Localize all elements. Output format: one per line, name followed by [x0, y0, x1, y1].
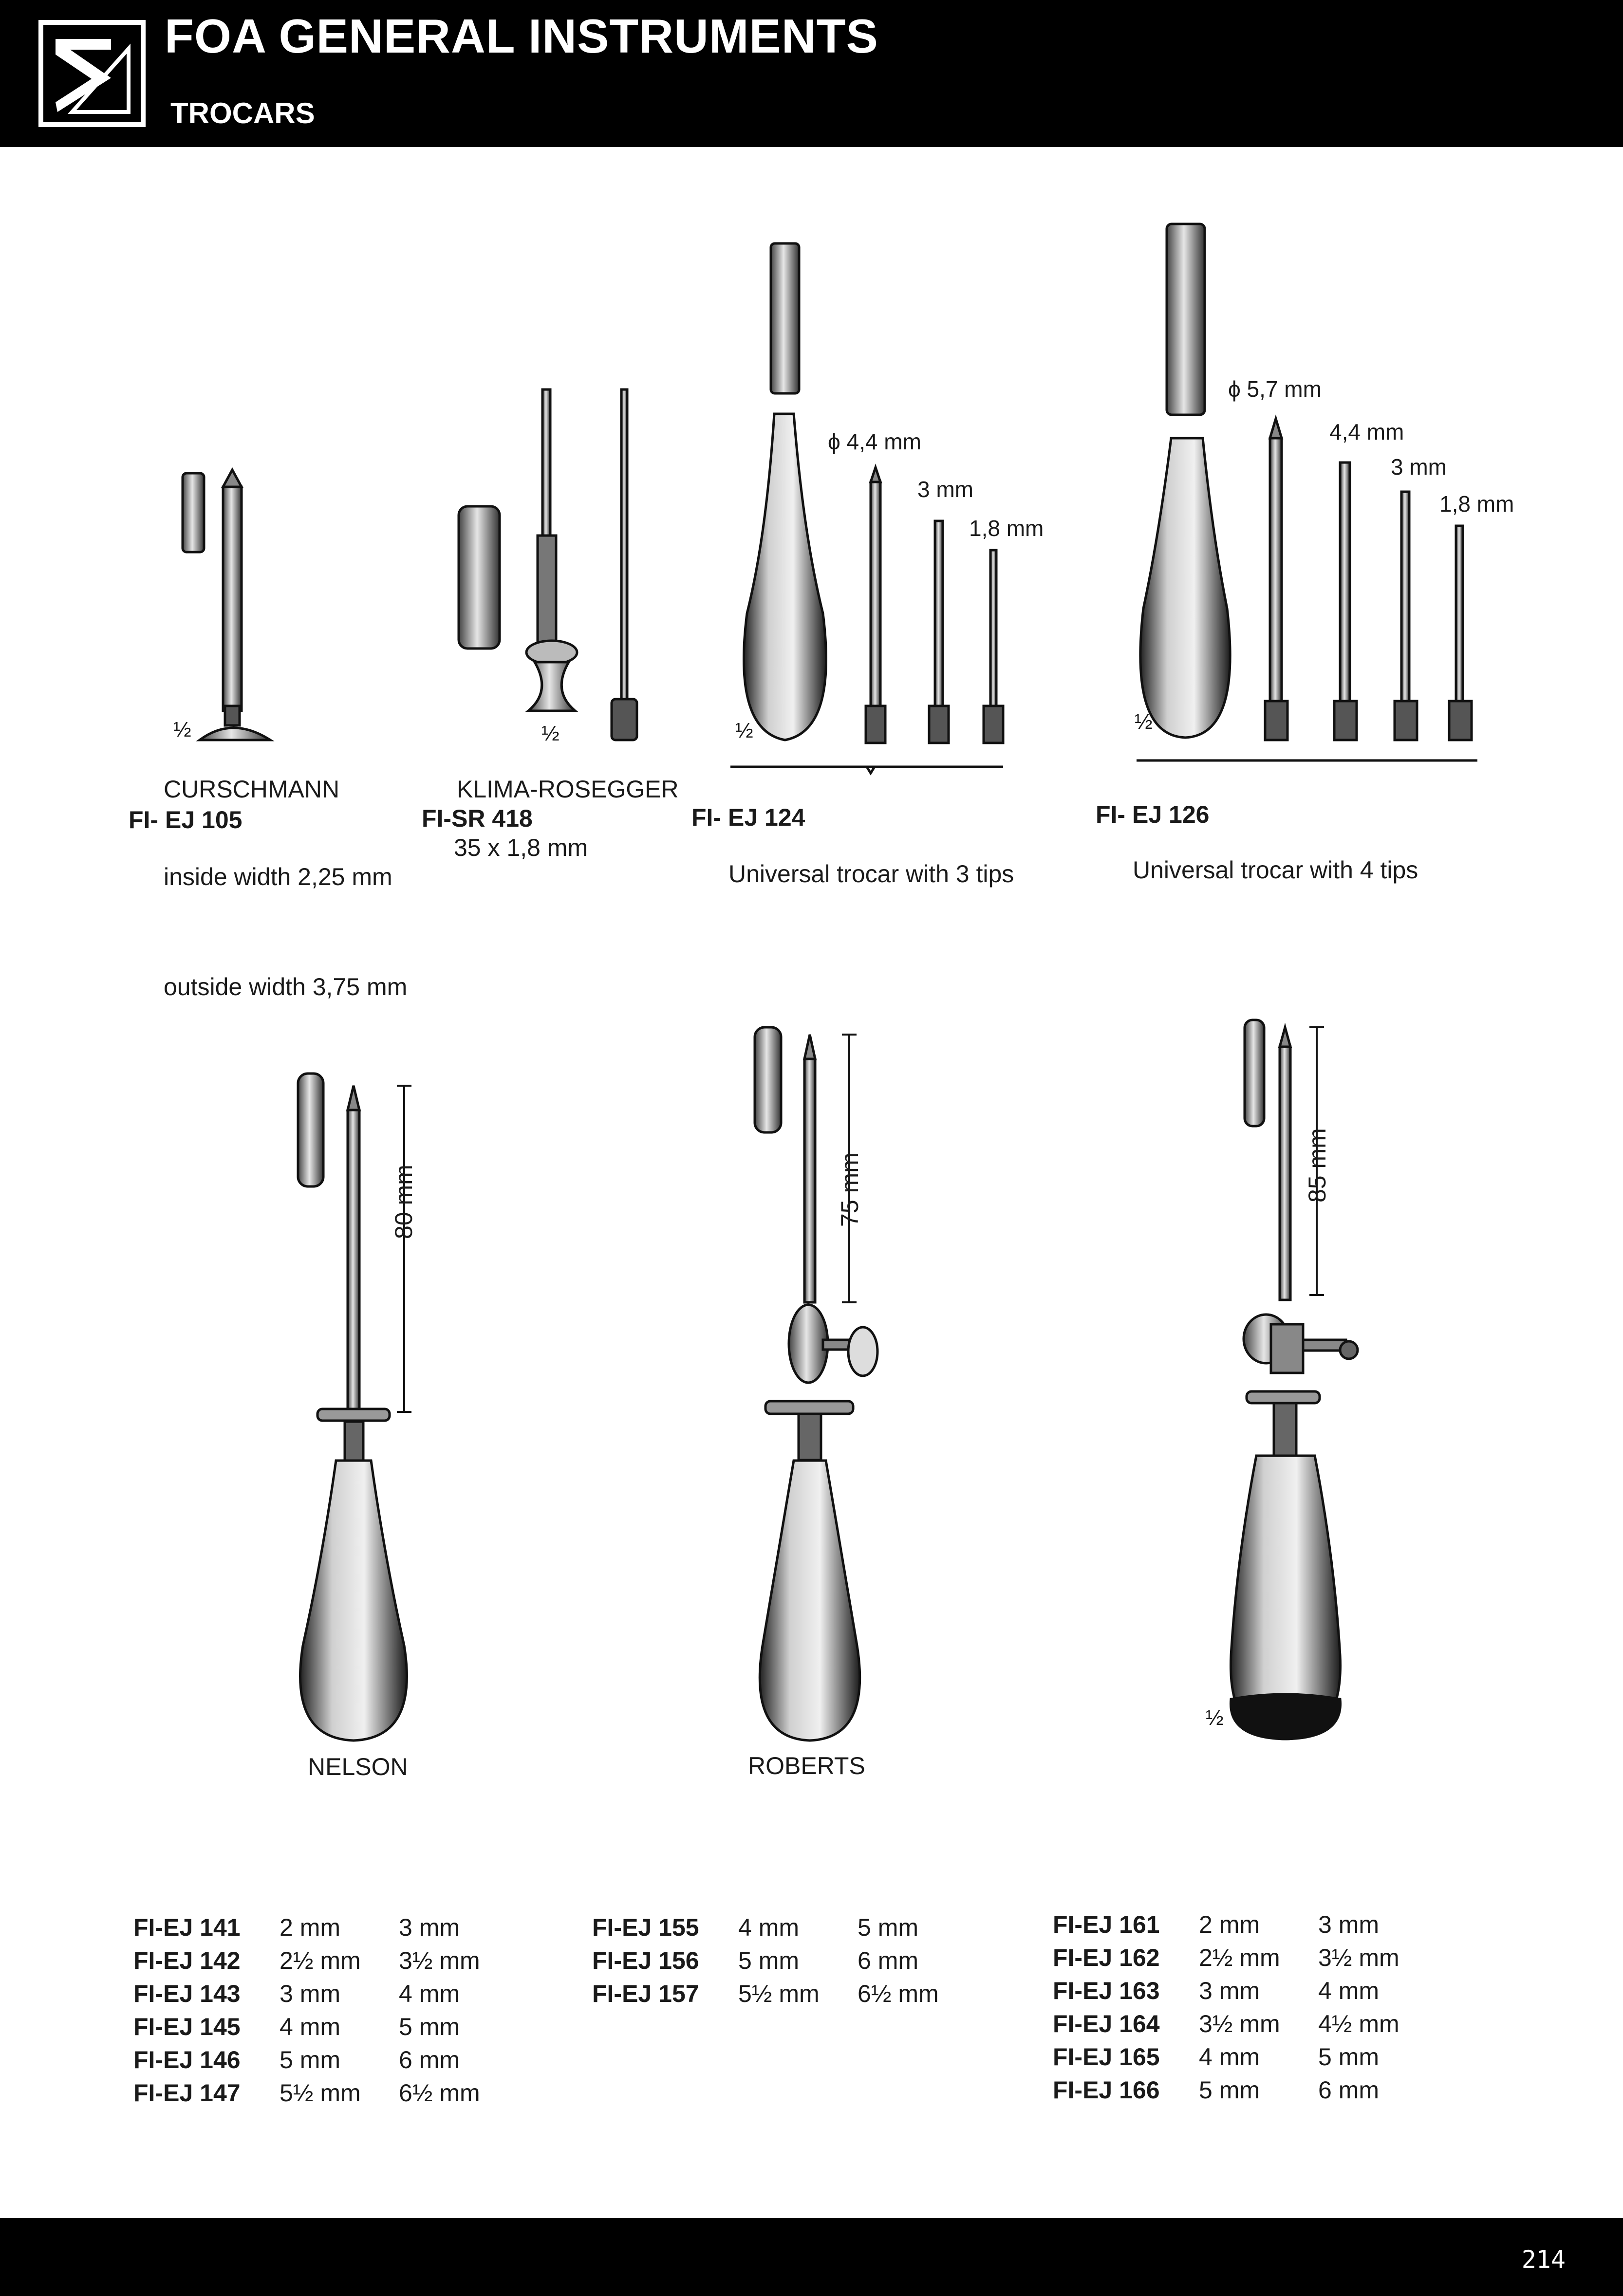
size-cell: 5 mm	[399, 2013, 460, 2040]
ej126-diameter-4: 1,8 mm	[1439, 491, 1514, 517]
table-row	[1053, 1910, 1399, 1944]
size-cell: 6 mm	[858, 1947, 918, 1974]
curschmann-outside-width: outside width 3,75 mm	[164, 973, 408, 1000]
ej124-description: Universal trocar with 3 tips	[728, 860, 1014, 888]
size-cell: 5 mm	[738, 1947, 799, 1974]
size-cell: 4 mm	[280, 2013, 340, 2040]
nelson-size-table	[133, 1913, 480, 2112]
page-title: FOA GENERAL INSTRUMENTS	[165, 9, 878, 63]
table-row	[133, 1980, 480, 2013]
ej126-diameter-3: 3 mm	[1391, 454, 1447, 480]
table-row	[133, 1913, 480, 1946]
product-code-cell: FI-EJ 146	[133, 2046, 241, 2074]
klima-rosegger-code: FI-SR 418	[422, 805, 533, 832]
table-row	[1053, 2076, 1399, 2109]
universal-trocar-3-tips-drawing	[730, 243, 1003, 773]
ej124-code: FI- EJ 124	[691, 804, 805, 831]
product-code-cell: FI-EJ 145	[133, 2013, 241, 2040]
size-cell: 2 mm	[280, 1914, 340, 1941]
product-code-cell: FI-EJ 162	[1053, 1944, 1160, 1971]
table-row	[592, 1913, 939, 1946]
size-cell: 5 mm	[1199, 2076, 1260, 2104]
curschmann-inside-width: inside width 2,25 mm	[164, 863, 392, 890]
size-cell: 4 mm	[738, 1914, 799, 1941]
ej124-diameter-1: ϕ 4,4 mm	[828, 429, 921, 454]
product-code-cell: FI-EJ 142	[133, 1947, 241, 1974]
size-cell: 2 mm	[1199, 1911, 1260, 1938]
ej124-scale: ½	[735, 719, 753, 742]
table-row	[1053, 2043, 1399, 2076]
ej126-description: Universal trocar with 4 tips	[1133, 856, 1418, 884]
product-code-cell: FI-EJ 156	[592, 1947, 699, 1974]
roberts-size-table	[592, 1913, 939, 2013]
third-size-table	[1053, 1910, 1399, 2109]
trocar-with-stopcock-drawing	[1231, 1020, 1358, 1739]
size-cell: 6 mm	[399, 2046, 460, 2074]
size-cell: 5½ mm	[738, 1980, 820, 2007]
product-code-cell: FI-EJ 157	[592, 1980, 699, 2007]
third-length: 85 mm	[1304, 1128, 1331, 1203]
table-row	[1053, 1977, 1399, 2010]
product-code-cell: FI-EJ 161	[1053, 1911, 1160, 1938]
table-row	[1053, 1944, 1399, 1977]
size-cell: 5½ mm	[280, 2079, 361, 2107]
table-row	[133, 2013, 480, 2046]
product-code-cell: FI-EJ 141	[133, 1914, 241, 1941]
size-cell: 2½ mm	[1199, 1944, 1280, 1971]
product-code-cell: FI-EJ 166	[1053, 2076, 1160, 2104]
size-cell: 3 mm	[1199, 1977, 1260, 2004]
product-code-cell: FI-EJ 163	[1053, 1977, 1160, 2004]
size-cell: 6½ mm	[858, 1980, 939, 2007]
table-row	[133, 1946, 480, 1980]
size-cell: 3 mm	[280, 1980, 340, 2007]
product-code-cell: FI-EJ 147	[133, 2079, 241, 2107]
ej126-diameter-1: ϕ 5,7 mm	[1228, 376, 1322, 402]
size-cell: 5 mm	[1318, 2043, 1379, 2071]
size-cell: 4 mm	[399, 1980, 460, 2007]
size-cell: 6 mm	[1318, 2076, 1379, 2104]
size-cell: 4 mm	[1199, 2043, 1260, 2071]
size-cell: 4 mm	[1318, 1977, 1379, 2004]
size-cell: 3 mm	[1318, 1911, 1379, 1938]
size-cell: 6½ mm	[399, 2079, 480, 2107]
universal-trocar-4-tips-drawing	[1137, 224, 1477, 760]
curschmann-code: FI- EJ 105	[129, 806, 243, 833]
table-row	[592, 1980, 939, 2013]
table-row	[1053, 2010, 1399, 2043]
table-row	[133, 2079, 480, 2112]
klima-rosegger-name: KLIMA-ROSEGGER	[457, 776, 679, 803]
klima-rosegger-size: 35 x 1,8 mm	[454, 834, 588, 861]
size-cell: 5 mm	[280, 2046, 340, 2074]
curschmann-name: CURSCHMANN	[164, 776, 340, 803]
size-cell: 5 mm	[858, 1914, 918, 1941]
nelson-length: 80 mm	[390, 1165, 417, 1239]
product-code-cell: FI-EJ 155	[592, 1914, 699, 1941]
table-row	[133, 2046, 480, 2079]
klima-rosegger-scale: ½	[541, 722, 560, 745]
roberts-trocar-drawing	[755, 1027, 877, 1741]
ej126-diameter-2: 4,4 mm	[1329, 419, 1404, 444]
size-cell: 3½ mm	[399, 1947, 480, 1974]
size-cell: 3½ mm	[1199, 2010, 1280, 2037]
table-row	[592, 1946, 939, 1980]
third-scale: ½	[1206, 1706, 1224, 1730]
section-subtitle: TROCARS	[170, 97, 315, 130]
roberts-name: ROBERTS	[748, 1752, 865, 1779]
size-cell: 3½ mm	[1318, 1944, 1399, 1971]
product-code-cell: FI-EJ 164	[1053, 2010, 1160, 2037]
size-cell: 3 mm	[399, 1914, 460, 1941]
ej124-diameter-2: 3 mm	[917, 477, 973, 502]
nelson-name: NELSON	[308, 1753, 408, 1780]
curschmann-scale: ½	[173, 718, 191, 741]
ej126-scale: ½	[1135, 710, 1153, 734]
roberts-length: 75 mm	[836, 1152, 863, 1227]
size-cell: 4½ mm	[1318, 2010, 1399, 2037]
curschmann-trocar-drawing	[183, 470, 270, 740]
page-number: 214	[1521, 2245, 1566, 2274]
page-footer	[0, 2218, 1623, 2296]
product-code-cell: FI-EJ 165	[1053, 2043, 1160, 2071]
ej126-code: FI- EJ 126	[1096, 801, 1210, 828]
product-code-cell: FI-EJ 143	[133, 1980, 241, 2007]
klima-rosegger-trocar-drawing	[459, 389, 637, 740]
size-cell: 2½ mm	[280, 1947, 361, 1974]
ej124-diameter-3: 1,8 mm	[969, 516, 1044, 541]
